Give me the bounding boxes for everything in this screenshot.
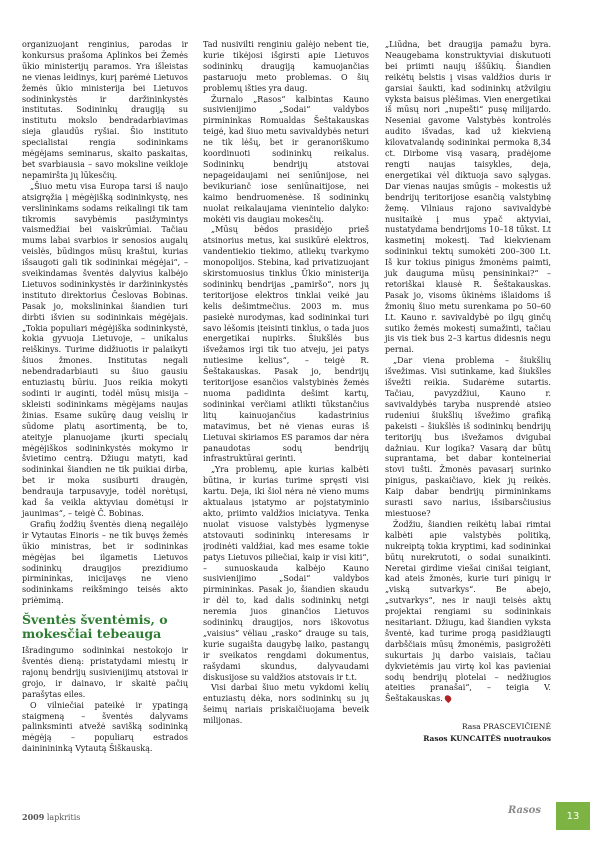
paragraph: Grafių žodžių šventės dieną negailėjo ir Vytautas Einoris – ne tik buvęs žemės ūkio ministras, bet ir sodininkas mėgėjas bei ilgametis Lietuvos sodininkų draugijos prezidiumo pirmininkas, inicijavęs ne vieno sodininkams reikšmingo teisės akto priėmimą.	[22, 519, 188, 606]
byline	[385, 721, 551, 745]
paragraph: „Dar viena problema – šiukšlių išvežimas. Visi sutinkame, kad šiukšles išvežti reikia. Sudarėme sutartis. Tačiau, pavyzdžiui, Kauno r. savivaldybės taryba nusprendė atsieo rudeniui šiukšlių išvežimo grafiką pakeisti – šiukšlės iš sodininkų bendrijų teritorijų bus išvežamos dvigubai dažniau. Kur logika? Vasarą dar būtų suprantama, bet dabar konteineriai stovi tušti. Žmonės pavasarį surinko pinigus, paskaičiavo, kiek jų reikės. Kaip dabar bendrijų pirmininkams surasti savo narius, išsibarsčiusius miestuose?	[385, 356, 551, 518]
footer-issue-date	[22, 812, 80, 822]
paragraph: Išradingumo sodininkai nestokojo ir šventės dieną: pristatydami miestų ir rajonų bendrijų susivienijimų atstovai ir grojo, ir dainavo, ir skaitė pačių parašytas eiles.	[22, 646, 188, 699]
photo-credit: Rasos KUNCAITĖS nuotraukos	[423, 734, 551, 744]
paragraph	[385, 520, 551, 705]
paragraph: „Šiuo metu visa Europa tarsi iš naujo atsigręžia į mėgėjišką sodininkystę, nes verslininkams sodams reikalingi tik tam tikromis savybėmis pasižymintys vaismedžiai bei vaiskrūmiai. Tačiau mums labai svarbios ir senosios augalų veislės, būdingos mūsų kraštui, kurias išsaugoti gali tik sodininkai mėgėjai“, – sveikindamas šventės dalyvius kalbėjo Lietuvos sodininkystės ir daržininkystės instituto direktorius Česlovas Bobinas. Pasak jo, mokslininkai šiandien turi dirbti išvien su sodininkais mėgėjais. „Tokia populiari mėgėjiška sodininkystė, kokia gyvuoja Lietuvoje, – unikalus reiškinys. Turime didžiuotis ir palaikyti šiuos žmones. Institutas negali nebendradarbiauti su šiuo gausiu entuziastų būriu. Juos reikia mokyti sodinti ir auginti, todėl mūsų misija – skleisti sodininkams mėgėjams naujas žinias. Esame sukūrę daug veislių ir sūdome platų asortimentą, be to, ateityje planuojame įkurti specialų mėgėjiškos sodininkystės mokymo ir švietimo centrą. Džiugu matyti, kad sodininkai šiandien ne tik puikiai dirba, bet ir moka susiburti draugėn, bendrauja tarpusavyje, todėl norėtųsi, kad ša veikla aktyviau domėtųsi ir jaunimas“, – teigė Č. Bobinas.	[22, 181, 188, 518]
footer-month: lapkritis	[46, 813, 81, 822]
paragraph: Žurnalo „Rasos“ kalbintas Kauno susivienijimo „Sodai“ valdybos pirmininkas Romualdas Šeštakauskas teigė, kad šiuo metu savivaldybės neturi ne tik lėšų, bet ir geranoriškumo koordinuoti sodininkų reikalus. Sodininkų bendrijų atstovai nepageidaujami nei seniūnijose, nei bevikurianč iose seniūnaitijose, nei kaimo bendruomenėse. Iš sodininkų nuolat reikalaujama vienintelio dalyko: mokėti vis daugiau mokesčių.	[203, 94, 369, 224]
column-middle	[203, 40, 369, 727]
author-name: Rasa PRASCEVIČIENĖ	[461, 722, 551, 732]
end-of-article-icon	[443, 694, 452, 703]
paragraph: „Yra problemų, apie kurias kalbėti būtina, ir kurias turime spręsti visi kartu. Deja, iki šiol nėra nė vieno mums aktualaus įstatymo ar pojstatyminio akto, priimto valdžios iniciatyva. Tenka nuolat visuose valstybės lygmenyse atstovauti sodininkų interesams ir įrodinėti valdžiai, kad mes esame tokie patys Lietuvos piliečiai, kaip ir visi kiti“, – sunuoskauda kalbėjo Kauno susivienijimo „Sodai“ valdybos pirmininkas. Pasak jo, šiandien skaudu ir dėl to, kad dalis sodininkų netgi neremia juos ginančios Lietuvos sodininkų draugijos, nors iškovotus „vaisius“ vėliau „rasko“ drauge su tais, kurie sugaišta daugybę laiko, pastangų ir sveikatos rengdami dokumentus, rašydami skundus, dalyvaudami diskusijose su valdžios atstovais ir t.t.	[203, 465, 369, 682]
closing-paragraph-text: Žodžiu, šiandien reikėtų labai rimtai kalbėti apie valstybės politiką, nukreiptą tokia kryptimi, kad sodininkai būtų nurekrutoti, o sodai sunaikinti. Neretai girdime viešai cinišai teigiant, kad ateis žmonės, kurie turi pinigų ir „viską sutvarkys“. Be abejo, „sutvarkys“, nes ir nauji teisės aktų projektai rengiami su sodininkais nesitariant. Džiugu, kad šiandien vyksta šventė, kad turime progą pasidžiaugti darbščiais mūsų žmonėmis, pasigrožėti sukurtais jų darbo vaisiais, tačiau dykvietėmis jau virtę kol kas pavieniai sodų bendrijų plotelai – nedžiugios ateities pranašai“, – teigia V. Šeštakauskas.	[385, 519, 551, 704]
footer-year: 2009	[22, 812, 45, 822]
column-left	[22, 40, 188, 755]
page-number: 13	[556, 802, 590, 830]
column-right	[385, 40, 551, 745]
paragraph: „Liūdna, bet draugija pamažu byra. Neaugebama konstruktyviai diskutuoti bei priimti naujų iššūkių. Šiandien reikėtų belstis į visas valdžios duris ir garsiai šaukti, kad sodininkų atžvilgiu vyksta baisus plėšimas. Vien energetikai iš mūsų nori „nupešti“ pusę milijardo. Neseniai gavome Valstybės kontrolės audito išvadas, kad už kiekvieną kilovatvalandę sodininkai permoka 8,34 ct. Dirbome visą vasarą, pradėjome rengti naujas taisykles, deja, energetikai vėl diktuoja savo sąlygas. Dar vienas naujas smūgis – mokestis už bendrijų teritorijose esančią valstybinę žemę. Vilniaus rajono savivaldybė nusitaikė į mus ypač aktyviai, nustatydama bendrijoms 10–18 tūkst. Lt kasmetinį mokestį. Tad kiekvienam sodininkui tektų sumokėti 200–300 Lt. Iš kur tokius pinigus žmonėms paimti, juk dauguma mūsų pensininkai?“ – retoriškai klausė R. Šeštakauskas. Pasak jo, visoms ūkinėms išlaidoms iš žmonių šiuo metu surenkama po 50–60 Lt. Kauno r. savivaldybė po ilgų ginčų sutiko žemės mokestį sumažinti, tačiau jis vis tiek bus 2–3 kartus didesnis negu pernai.	[385, 40, 551, 355]
paragraph: organizuojant renginius, parodas ir konkursus prašoma Aplinkos bei Žemės ūkio ministerijų paramos. Yra išleistas ne vienas leidinys, kurį parėmė Lietuvos žemės ūkio ministerija bei Lietuvos sodininkystės ir daržininkystės institutas. Sodininkų draugiją su institutu mokslo bendradarbiavimas sieja glaudūs ryšiai. Šio instituto specialistai rengia sodininkams mėgėjams seminarus, skaito paskaitas, bet svarbiausia – savo moksline veikloje nepamiršta jų lūkesčių.	[22, 40, 188, 180]
paragraph: Tad nusivilti renginiu galėjo nebent tie, kurie tikėjosi išgirsti apie Lietuvos sodininkų draugiją kamuojančias pastaruoju meto problemas. O šių problemų išties yra daug.	[203, 40, 369, 93]
paragraph: O vilniečiai pateikė ir ypatingą staigmeną – šventės dalyvams palinksminti atvežė savišką sodininką mėgėją – populiarų estrados daininininką Vytautą Šiškauską.	[22, 700, 188, 754]
section-heading: Šventės šventėmis, o mokesčiai tebeauga	[22, 612, 168, 642]
paragraph: „Mūsų bėdos prasidėjo prieš atsinorius metus, kai susikūrė elektros, vandentiekio tiekimo, atliekų tvarkymo monopolijos. Stebina, kad privatizuojant skirstomuosius tinklus Ūkio ministerija sodininkų bendrijas „pamiršo“, nors jų teritorijose elektros tinklai veikė jau kelis dešimtmečius. 2003 m. mus pasiekė nurodymas, kad sodininkai turi savo lėšomis įteisinti tinklus, o tada juos energetikai nupirks. Šiukšlės bus išvežamos irgi tik tuo atveju, jei patys nutiesime kelius“, – teigė R. Šeštakauskas. Pasak jo, bendrijų teritorijose esančios valstybinės žemės nuoma padidinta dešimt kartų, sodininkai verčiami atlikti tūkstančius litų kainuojančius kadastrinius matavimus, bet nė vienas euras iš Lietuvai skiriamos ES paramos dar nėra panaudotas sodų bendrijų infrastruktūrai gerinti.	[203, 225, 369, 464]
paragraph: Visi darbai šiuo metu vykdomi kelių entuziastų dėka, nors sodininkų su jų šeimų nariais priskaičiuojama beveik milijonas.	[203, 683, 369, 726]
magazine-logo: Rasos	[508, 805, 541, 816]
